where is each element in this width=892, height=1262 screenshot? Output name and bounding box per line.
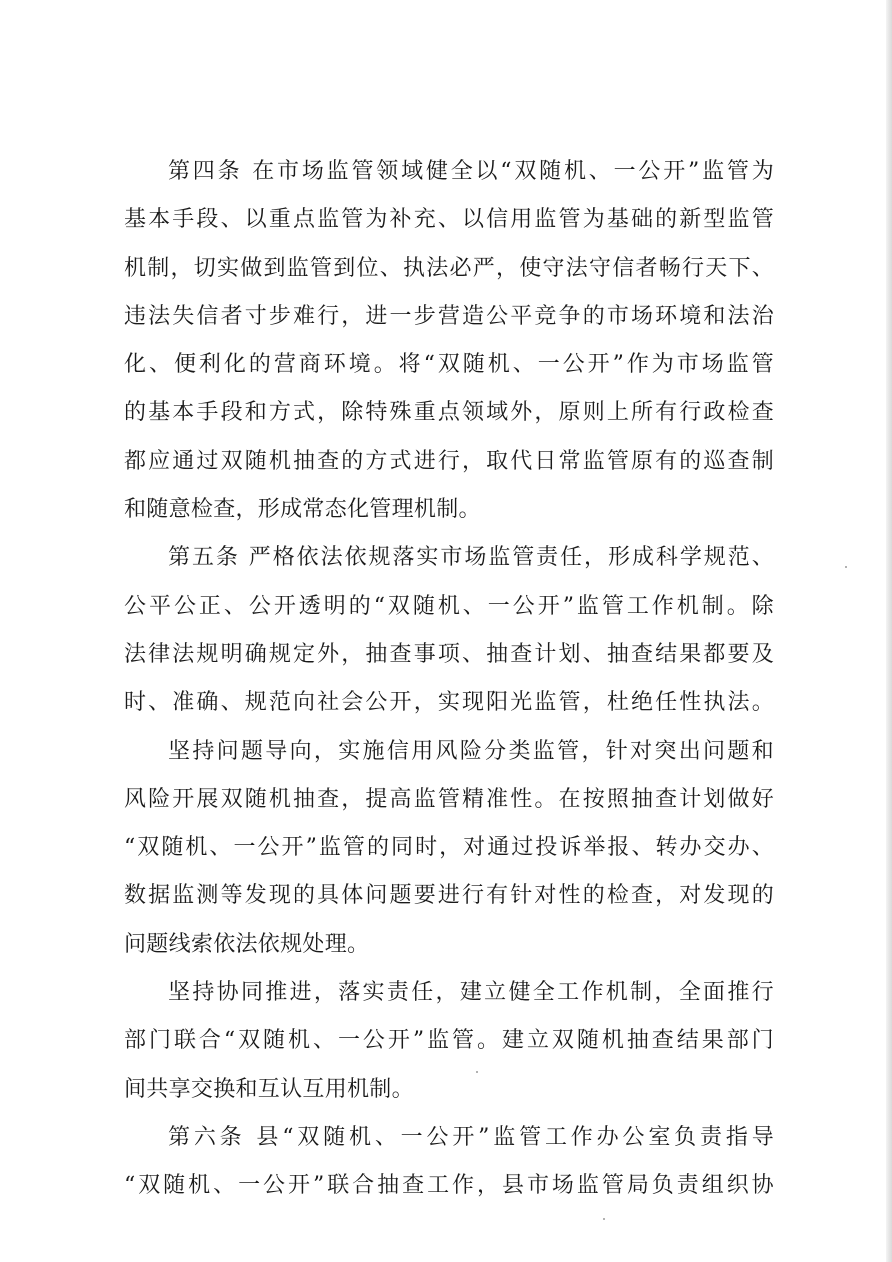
- text-line: 的基本手段和方式，除特殊重点领域外，原则上所有行政检查: [124, 400, 774, 426]
- text-line: 化、便利化的营商环境。将“双随机、一公开”作为市场监管: [124, 352, 774, 378]
- text-line: 第六条 县“双随机、一公开”监管工作办公室负责指导: [168, 1124, 774, 1150]
- text-line: 坚持协同推进，落实责任，建立健全工作机制，全面推行: [168, 980, 774, 1006]
- scan-edge: [886, 0, 892, 1262]
- text-line: 时、准确、规范向社会公开，实现阳光监管，杜绝任性执法。: [124, 690, 774, 716]
- text-line: “双随机、一公开”监管的同时，对通过投诉举报、转办交办、: [124, 835, 774, 861]
- text-line: 风险开展双随机抽查，提高监管精准性。在按照抽查计划做好: [124, 786, 774, 812]
- text-line: “双随机、一公开”联合抽查工作，县市场监管局负责组织协: [124, 1173, 774, 1199]
- scan-speck: [845, 566, 847, 568]
- text-line: 部门联合“双随机、一公开”监管。建立双随机抽查结果部门: [124, 1028, 774, 1054]
- text-line: 第五条 严格依法依规落实市场监管责任，形成科学规范、: [168, 545, 774, 571]
- text-line: 法律法规明确规定外，抽查事项、抽查计划、抽查结果都要及: [124, 641, 774, 667]
- scan-speck: [603, 1218, 605, 1220]
- text-line: 机制，切实做到监管到位、执法必严，使守法守信者畅行天下、: [124, 255, 774, 281]
- text-line: 第四条 在市场监管领域健全以“双随机、一公开”监管为: [168, 159, 774, 184]
- text-line: 和随意检查，形成常态化管理机制。: [124, 497, 481, 523]
- text-line: 违法失信者寸步难行，进一步营造公平竞争的市场环境和法治: [124, 303, 774, 329]
- text-line: 问题线索依法依规处理。: [124, 931, 370, 957]
- document-body: [124, 152, 774, 1215]
- text-line: 公平公正、公开透明的“双随机、一公开”监管工作机制。除: [124, 593, 774, 619]
- text-line: 数据监测等发现的具体问题要进行有针对性的检查，对发现的: [124, 883, 774, 909]
- text-line: 坚持问题导向，实施信用风险分类监管，针对突出问题和: [168, 738, 774, 764]
- text-line: 都应通过双随机抽查的方式进行，取代日常监管原有的巡查制: [124, 448, 774, 474]
- text-line: 基本手段、以重点监管为补充、以信用监管为基础的新型监管: [124, 207, 774, 233]
- text-line: 间共享交换和互认互用机制。: [124, 1076, 414, 1102]
